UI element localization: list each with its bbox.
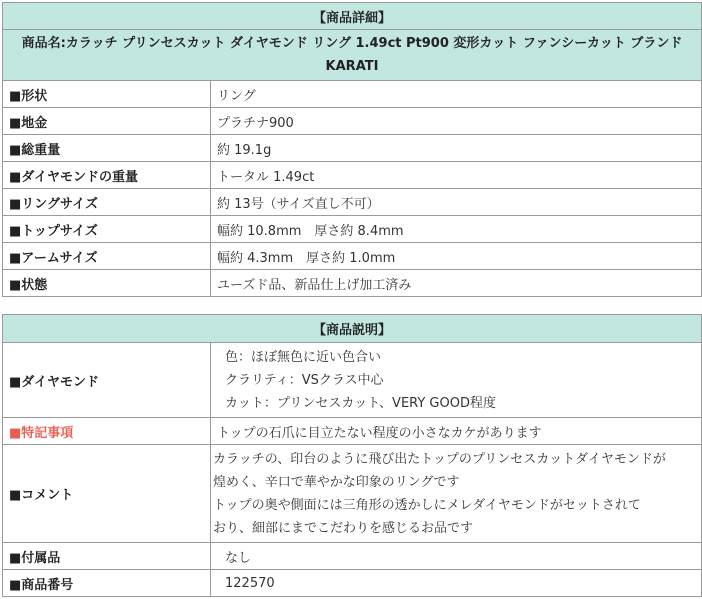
detail-value: リング [211,81,702,108]
diamond-value [211,343,702,418]
detail-value: プラチナ900 [211,108,702,135]
diamond-cut-line: カット：プリンセスカット、VERY GOOD程度 [225,395,496,411]
comment-value [211,445,702,543]
diamond-label: ■ダイヤモンド [3,343,211,418]
detail-row [3,162,702,189]
comment-line: カラッチの、印台のように飛び出たトップのプリンセスカットダイヤモンドが [213,451,666,467]
comment-line: おり、細部にまでこだわりを感じるお品です [213,520,474,536]
detail-value: 幅約 10.8mm 厚さ約 8.4mm [211,216,702,243]
diamond-row [3,343,702,418]
detail-label: ■形状 [3,81,211,108]
special-notes-row [3,418,702,445]
comment-line: トップの奥や側面には三角形の透かしにメレダイヤモンドがセットされて [213,497,641,513]
detail-row [3,135,702,162]
diamond-color-line: 色：ほぼ無色に近い色合い [225,349,382,365]
special-notes-value: トップの石爪に目立たない程度の小さなカケがあります [211,418,702,445]
detail-value: トータル 1.49ct [211,162,702,189]
accessories-value: なし [211,543,702,570]
comment-line: 煌めく、辛口で華やかな印象のリングです [213,474,460,490]
detail-row [3,81,702,108]
detail-label: ■地金 [3,108,211,135]
diamond-clarity-line: クラリティ：VSクラス中心 [225,372,384,388]
item-number-row [3,570,702,597]
detail-label: ■トップサイズ [3,216,211,243]
accessories-row [3,543,702,570]
comment-label: ■コメント [3,445,211,543]
detail-label: ■状態 [3,270,211,297]
detail-label: ■リングサイズ [3,189,211,216]
details-header: 【商品詳細】 [3,3,702,30]
detail-value: 約 19.1g [211,135,702,162]
detail-label: ■アームサイズ [3,243,211,270]
product-description-table [2,314,702,597]
accessories-label: ■付属品 [3,543,211,570]
detail-row [3,216,702,243]
detail-row [3,243,702,270]
product-details-table [2,2,702,297]
detail-value: 約 13号（サイズ直し不可） [211,189,702,216]
detail-label: ■総重量 [3,135,211,162]
detail-label: ■ダイヤモンドの重量 [3,162,211,189]
item-number-label: ■商品番号 [3,570,211,597]
comment-row [3,445,702,543]
detail-row [3,108,702,135]
detail-value: 幅約 4.3mm 厚さ約 1.0mm [211,243,702,270]
product-name: 商品名:カラッチ プリンセスカット ダイヤモンド リング 1.49ct Pt900 変形カット ファンシーカット ブランド KARATI [3,30,702,81]
item-number-value: 122570 [211,570,702,597]
special-notes-label: ■特記事項 [3,418,211,445]
detail-row [3,189,702,216]
description-header: 【商品説明】 [3,315,702,343]
detail-value: ユーズド品、新品仕上げ加工済み [211,270,702,297]
detail-row [3,270,702,297]
